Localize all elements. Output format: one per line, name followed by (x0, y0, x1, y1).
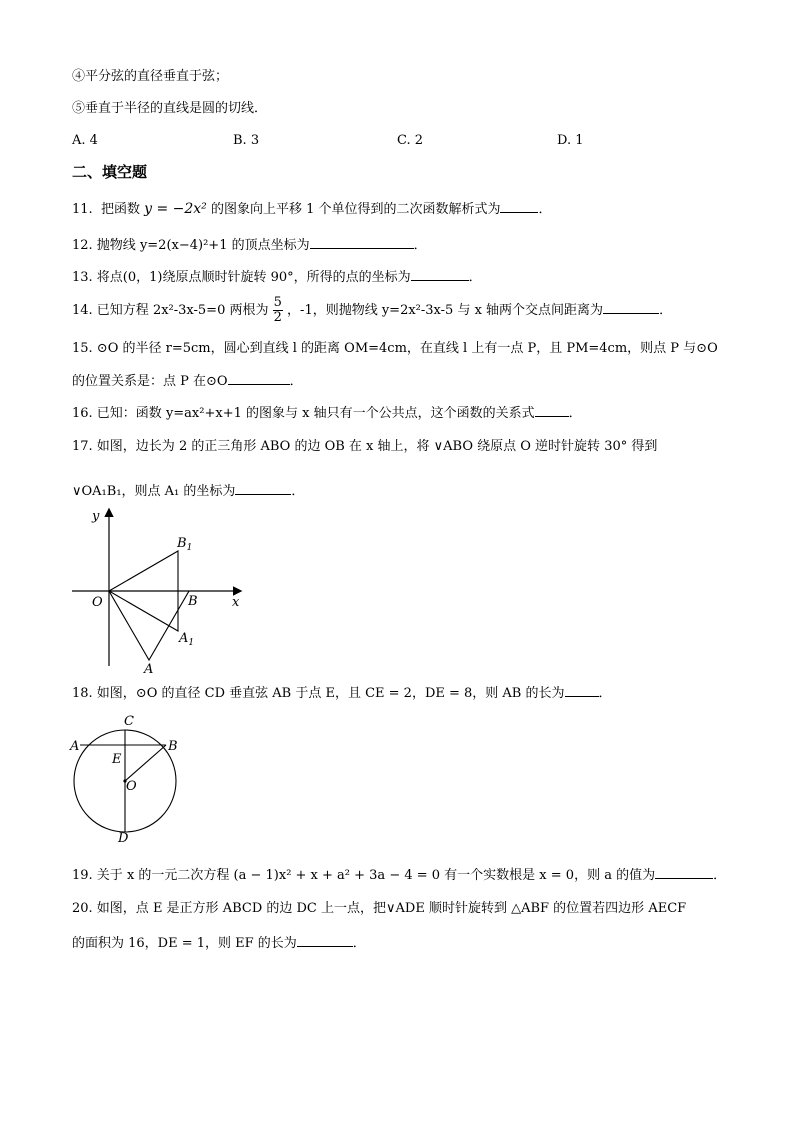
question-14: 14. 已知方程 2x²-3x-5=0 两根为 $\frac{5}{2}$ ，-1，则抛物线 y=2x²-3x-5 与 x 轴两个交点间距离为 ． (72, 295, 673, 325)
question-12: 12. 抛物线 y=2(x−4)²+1 的顶点坐标为 ． (72, 234, 427, 255)
question-18: 18. 如图，⊙O 的直径 CD 垂直弦 AB 于点 E，且 CE = 2，DE = 8，则 AB 的长为 ． (72, 682, 612, 703)
statement-4: ④平分弦的直径垂直于弦； (72, 69, 229, 84)
option-d: D. 1 (557, 133, 584, 148)
label-e: E (112, 752, 122, 767)
label-b1: $B_1$ (177, 536, 193, 553)
label-d: D (118, 831, 129, 846)
label-a1: $A_1$ (179, 631, 195, 648)
question-17-line2: ∨OA₁B₁，则点 A₁ 的坐标为 ． (72, 480, 304, 501)
question-20-line1: 20. 如图，点 E 是正方形 ABCD 的边 DC 上一点，把∨ADE 顺时针旋转到 △ABF 的位置若四边形 AECF (72, 901, 687, 916)
question-11: 11. 把函数 y = −2x² 的图象向上平移 1 个单位得到的二次函数解析式为 ． (72, 198, 552, 219)
label-a: A (144, 662, 154, 677)
statement-5: ⑤垂直于半径的直线是圆的切线． (72, 101, 268, 116)
label-b: B (168, 739, 178, 754)
triangle-oab (109, 591, 189, 660)
question-15-line1: 15. ⊙O 的半径 r=5cm，圆心到直线 l 的距离 OM=4cm，在直线 l 上有一点 P，且 PM=4cm，则点 P 与⊙O (72, 341, 718, 356)
question-13: 13. 将点(0，1)绕原点顺时针旋转 90°，所得的点的坐标为 ． (72, 266, 482, 287)
question-16: 16. 已知：函数 y=ax²+x+1 的图象与 x 轴只有一个公共点，这个函数的关系式 ． (72, 402, 582, 423)
section-title: 二、填空题 (72, 163, 148, 181)
fraction-five-halves: $\frac{5}{2}$ (273, 295, 282, 325)
option-b: B. 3 (233, 133, 260, 148)
question-20-line2: 的面积为 16，DE = 1，则 EF 的长为 ． (72, 932, 366, 953)
figure-q17-rotated-triangle (60, 502, 260, 678)
question-19: 19. 关于 x 的一元二次方程 (a − 1)x² + x + a² + 3a − 4 = 0 有一个实数根是 x = 0，则 a 的值为 ． (72, 864, 726, 885)
label-y: y (92, 509, 100, 524)
option-c: C. 2 (397, 133, 424, 148)
label-c: C (124, 714, 134, 729)
label-x: x (232, 595, 240, 610)
label-o: O (126, 779, 137, 794)
label-b: B (188, 594, 198, 609)
label-o: O (92, 595, 103, 610)
radius-ob (125, 745, 166, 781)
figure-q18-circle (60, 708, 200, 848)
label-a: A (70, 739, 80, 754)
question-15-line2: 的位置关系是：点 P 在⊙O ． (72, 370, 303, 391)
question-17-line1: 17. 如图，边长为 2 的正三角形 ABO 的边 OB 在 x 轴上，将 ∨ABO 绕原点 O 逆时针旋转 30° 得到 (72, 439, 658, 454)
option-a: A. 4 (72, 133, 98, 148)
